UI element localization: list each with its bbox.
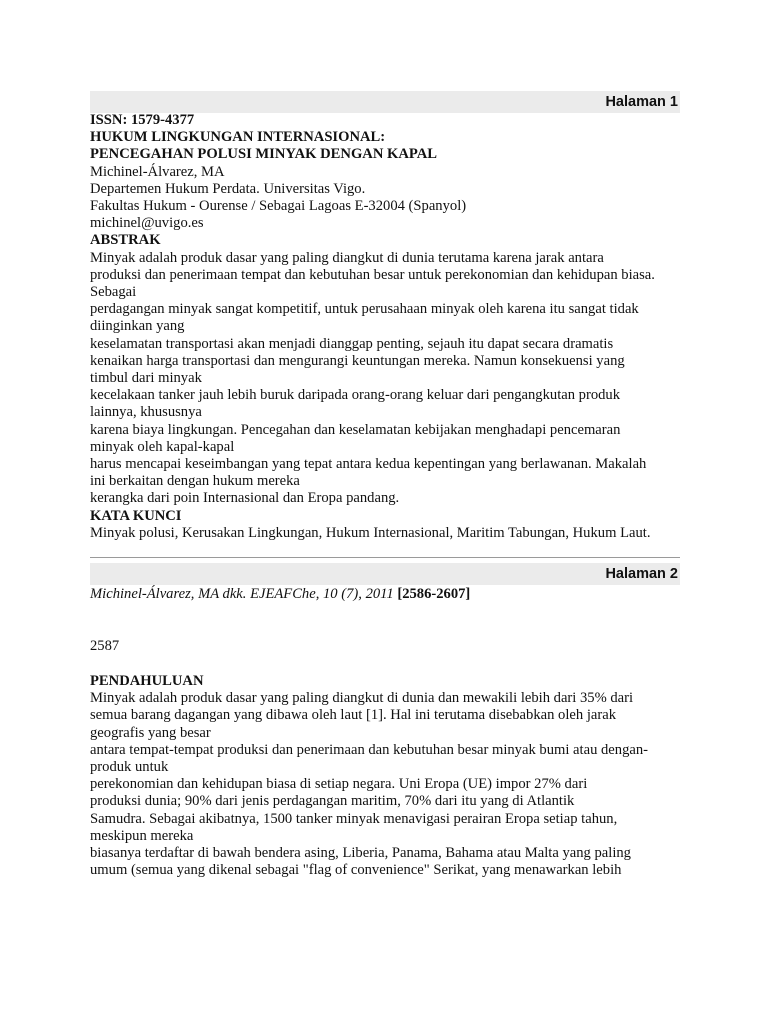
page-divider xyxy=(90,557,680,558)
page-header-label: Halaman 1 xyxy=(605,94,678,110)
citation-text: Michinel-Álvarez, MA dkk. EJEAFChe, 10 (7), 2011 xyxy=(90,586,394,602)
title-line-1: HUKUM LINGKUNGAN INTERNASIONAL: xyxy=(90,129,386,146)
keywords: Minyak polusi, Kerusakan Lingkungan, Hukum Internasional, Maritim Tabungan, Hukum Laut. xyxy=(90,524,651,541)
abstract-heading: ABSTRAK xyxy=(90,232,161,249)
abstract-line: produksi dan penerimaan tempat dan kebutuhan besar untuk perekonomian dan kehidupan biasa. xyxy=(90,266,655,283)
citation-pages: [2586-2607] xyxy=(397,586,471,602)
intro-line: geografis yang besar xyxy=(90,724,211,741)
intro-heading: PENDAHULUAN xyxy=(90,673,204,689)
abstract-line: kecelakaan tanker jauh lebih buruk daripada orang-orang keluar dari pengangkutan produk xyxy=(90,387,621,404)
affiliation-line-1: Departemen Hukum Perdata. Universitas Vigo. xyxy=(90,180,366,197)
intro-line: meskipun mereka xyxy=(90,827,194,844)
intro-line: biasanya terdaftar di bawah bendera asing, Liberia, Panama, Bahama atau Malta yang paling xyxy=(90,845,631,862)
abstract-line: karena biaya lingkungan. Pencegahan dan keselamatan kebijakan menghadapi pencemaran xyxy=(90,421,621,438)
affiliation-line-2: Fakultas Hukum - Ourense / Sebagai Lagoas E-32004 (Spanyol) xyxy=(90,198,467,215)
page-header-label: Halaman 2 xyxy=(605,566,678,582)
abstract-line: lainnya, khususnya xyxy=(90,404,202,421)
abstract-line: diinginkan yang xyxy=(90,318,185,335)
intro-line: produksi dunia; 90% dari jenis perdagangan maritim, 70% dari itu yang di Atlantik xyxy=(90,793,575,810)
abstract-line: ini berkaitan dengan hukum mereka xyxy=(90,473,300,490)
intro-line: perekonomian dan kehidupan biasa di setiap negara. Uni Eropa (UE) impor 27% dari xyxy=(90,776,588,793)
abstract-line: harus mencapai keseimbangan yang tepat antara kedua kepentingan yang berlawanan. Makalah xyxy=(90,456,647,473)
abstract-line: perdagangan minyak sangat kompetitif, untuk perusahaan minyak oleh karena itu sangat tidak xyxy=(90,301,639,318)
issn: ISSN: 1579-4377 xyxy=(90,112,195,128)
page-2-content xyxy=(90,673,680,879)
title-line-2: PENCEGAHAN POLUSI MINYAK DENGAN KAPAL xyxy=(90,146,438,163)
abstract-line: Sebagai xyxy=(90,284,137,301)
intro-line: Samudra. Sebagai akibatnya, 1500 tanker minyak menavigasi perairan Eropa setiap tahun, xyxy=(90,810,618,827)
keywords-heading: KATA KUNCI xyxy=(90,507,182,524)
abstract-line: keselamatan transportasi akan menjadi dianggap penting, sejauh itu dapat secara dramatis xyxy=(90,335,614,352)
author: Michinel-Álvarez, MA xyxy=(90,163,225,180)
citation xyxy=(90,586,680,603)
abstract-line: kenaikan harga transportasi dan mengurangi keuntungan mereka. Namun konsekuensi yang xyxy=(90,352,625,369)
abstract-line: timbul dari minyak xyxy=(90,370,202,387)
intro-line: Minyak adalah produk dasar yang paling diangkut di dunia dan mewakili lebih dari 35% dari xyxy=(90,690,634,707)
page-header-1 xyxy=(90,91,680,113)
intro-line: produk untuk xyxy=(90,759,169,776)
abstract-line: Minyak adalah produk dasar yang paling diangkut di dunia terutama karena jarak antara xyxy=(90,249,604,266)
intro-line: antara tempat-tempat produksi dan penerimaan dan kebutuhan besar minyak bumi atau dengan- xyxy=(90,741,649,758)
page-number-text: 2587 xyxy=(90,638,120,654)
intro-line: umum (semua yang dikenal sebagai "flag of convenience" Serikat, yang menawarkan lebih xyxy=(90,862,622,879)
intro-line: semua barang dagangan yang dibawa oleh laut [1]. Hal ini terutama disebabkan oleh jarak xyxy=(90,707,616,724)
page-header-2 xyxy=(90,563,680,585)
page-1-content xyxy=(90,112,680,542)
abstract-line: kerangka dari poin Internasional dan Eropa pandang. xyxy=(90,490,400,507)
page-number xyxy=(90,638,680,655)
abstract-line: minyak oleh kapal-kapal xyxy=(90,438,235,455)
email: michinel@uvigo.es xyxy=(90,215,204,232)
